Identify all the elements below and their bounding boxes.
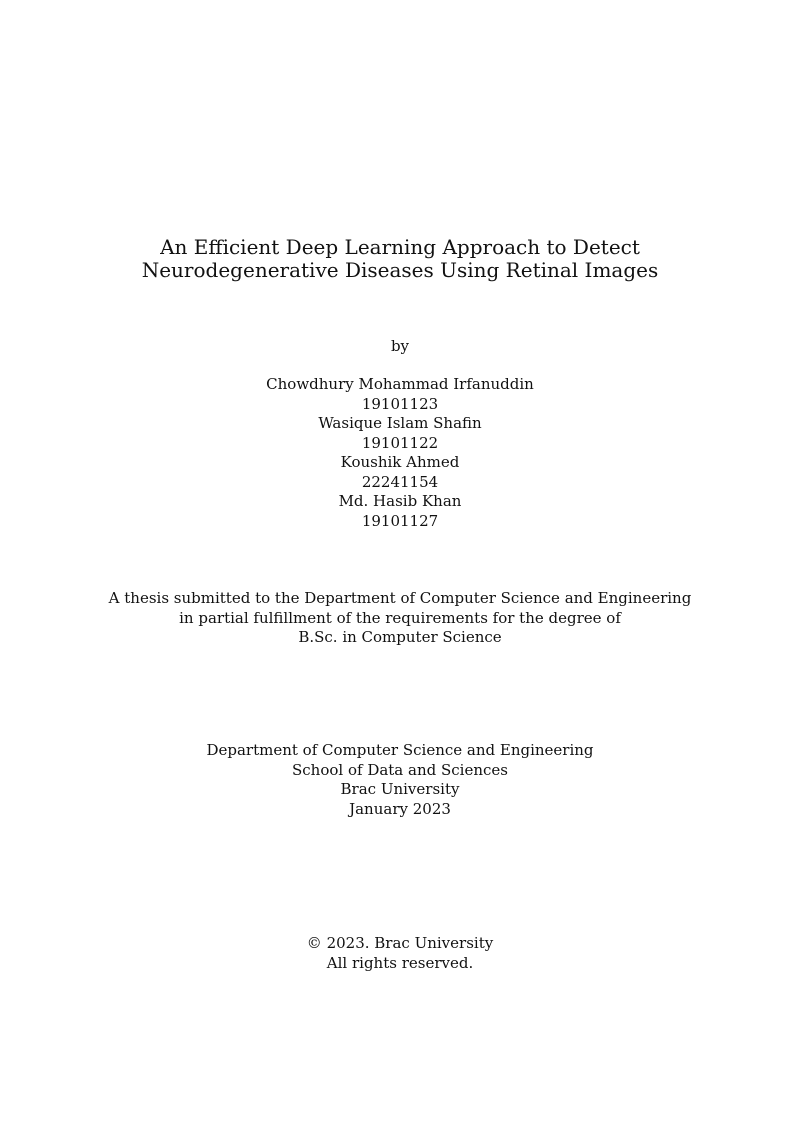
author-id: 22241154 [361, 472, 439, 491]
statement-line-3: B.Sc. in Computer Science [298, 628, 502, 646]
department-name: Department of Computer Science and Engineering [206, 741, 594, 759]
author-name: Koushik Ahmed [340, 453, 460, 471]
thesis-title-line-1: An Efficient Deep Learning Approach to Detect [160, 235, 640, 259]
author-name: Md. Hasib Khan [338, 492, 462, 510]
university-name: Brac University [340, 780, 460, 798]
author-id: 19101123 [361, 394, 439, 413]
submission-date: January 2023 [349, 799, 451, 818]
copyright-line: © 2023. Brac University [306, 934, 494, 952]
author-name: Wasique Islam Shafin [318, 414, 482, 432]
rights-reserved-line: All rights reserved. [326, 953, 474, 972]
copyright-notice [0, 934, 800, 973]
affiliation [0, 741, 800, 819]
statement-line-2: in partial fulfillment of the requirements for the degree of [179, 608, 621, 627]
thesis-title-line-2: Neurodegenerative Diseases Using Retinal Images [141, 258, 659, 282]
author-name: Chowdhury Mohammad Irfanuddin [266, 375, 534, 393]
school-name: School of Data and Sciences [292, 760, 508, 779]
statement-line-1: A thesis submitted to the Department of Computer Science and Engineering [108, 589, 692, 607]
author-list [0, 375, 800, 531]
author-id: 19101127 [361, 511, 439, 530]
author-id: 19101122 [361, 433, 439, 452]
thesis-title [0, 236, 800, 282]
submission-statement [0, 589, 800, 648]
by-label: by [390, 337, 410, 355]
